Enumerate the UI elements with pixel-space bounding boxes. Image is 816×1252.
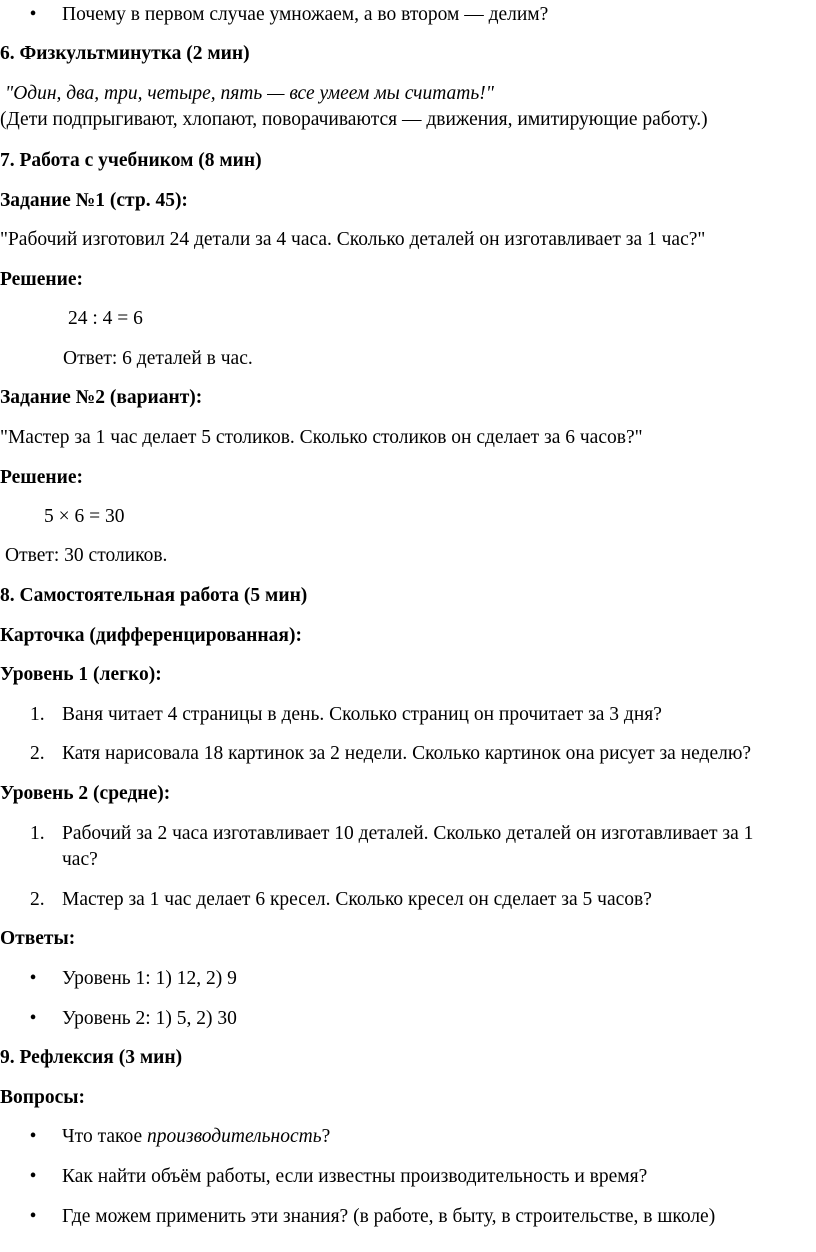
section-heading: 8. Самостоятельная работа (5 мин) <box>0 585 308 606</box>
section-heading: 6. Физкультминутка (2 мин) <box>0 43 250 64</box>
solution-expression: 5 × 6 = 30 <box>44 506 125 527</box>
task-heading: Задание №1 (стр. 45): <box>0 190 188 211</box>
list-item-continuation: час? <box>62 849 98 870</box>
list-item <box>62 1126 330 1148</box>
list-item: Почему в первом случае умножаем, а во втором — делим? <box>62 4 549 25</box>
list-number: 1. <box>30 704 45 725</box>
task-text: "Рабочий изготовил 24 детали за 4 часа. Сколько деталей он изготавливает за 1 час?" <box>0 229 706 250</box>
list-item: Мастер за 1 час делает 6 кресел. Сколько кресел он сделает за 5 часов? <box>62 889 652 910</box>
section-heading: 9. Рефлексия (3 мин) <box>0 1047 183 1068</box>
bullet-icon: • <box>29 1126 37 1147</box>
list-item: Ваня читает 4 страницы в день. Сколько страниц он прочитает за 3 дня? <box>62 704 662 725</box>
poem-line: "Один, два, три, четыре, пять — все умеем мы считать!" <box>5 83 494 104</box>
section-heading: 7. Работа с учебником (8 мин) <box>0 150 262 171</box>
answer-text: Ответ: 30 столиков. <box>5 545 168 566</box>
list-item: Уровень 2: 1) 5, 2) 30 <box>62 1008 237 1029</box>
solution-label: Решение: <box>0 467 84 488</box>
card-heading: Карточка (дифференцированная): <box>0 625 302 646</box>
answers-heading: Ответы: <box>0 928 76 949</box>
list-item: Как найти объём работы, если известны производительность и время? <box>62 1166 648 1187</box>
level-heading: Уровень 1 (легко): <box>0 664 162 685</box>
level-heading: Уровень 2 (средне): <box>0 783 171 804</box>
solution-expression: 24 : 4 = 6 <box>68 308 143 329</box>
term-italic: производительность <box>146 1126 322 1147</box>
list-item: Катя нарисовала 18 картинок за 2 недели. Сколько картинок она рисует за неделю? <box>62 743 752 764</box>
bullet-icon: • <box>29 1206 37 1227</box>
list-item: Уровень 1: 1) 12, 2) 9 <box>62 968 237 989</box>
list-number: 2. <box>30 743 45 764</box>
bullet-icon: • <box>29 1008 37 1029</box>
task-heading: Задание №2 (вариант): <box>0 387 203 408</box>
list-item: Где можем применить эти знания? (в работе, в быту, в строительстве, в школе) <box>62 1206 716 1227</box>
task-text: "Мастер за 1 час делает 5 столиков. Сколько столиков он сделает за 6 часов?" <box>0 427 643 448</box>
list-number: 1. <box>30 823 45 844</box>
list-number: 2. <box>30 889 45 910</box>
bullet-icon: • <box>29 1166 37 1187</box>
paragraph: (Дети подпрыгивают, хлопают, поворачиваются — движения, имитирующие работу.) <box>0 109 708 130</box>
bullet-icon: • <box>29 4 37 25</box>
answer-text: Ответ: 6 деталей в час. <box>63 348 253 369</box>
bullet-icon: • <box>29 968 37 989</box>
questions-label: Вопросы: <box>0 1087 85 1108</box>
solution-label: Решение: <box>0 269 84 290</box>
question-mark: ? <box>321 1126 331 1147</box>
list-item: Рабочий за 2 часа изготавливает 10 деталей. Сколько деталей он изготавливает за 1 <box>62 823 754 844</box>
question-text: Что такое <box>62 1126 147 1147</box>
